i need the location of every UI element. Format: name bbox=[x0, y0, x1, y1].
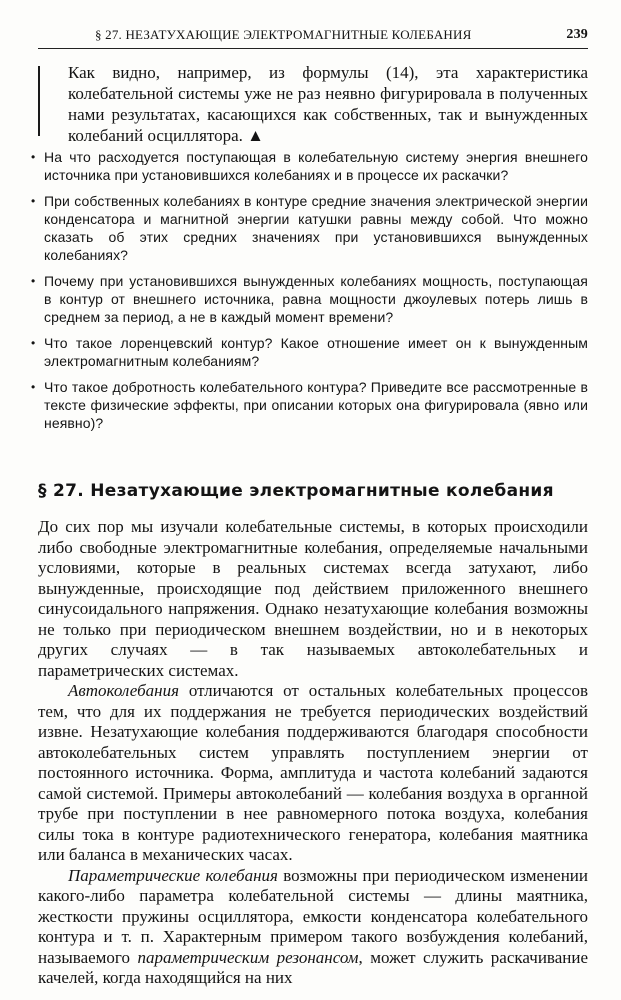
bullet-icon: • bbox=[31, 150, 36, 164]
question-text: При собственных колебаниях в контуре средние значения электрической энергии конденсатора и магнитной энергии катушки равны между собой. Что можно сказать об этих средних значениях при установившихся вынужденных колебаниях? bbox=[44, 193, 588, 263]
running-header-title: § 27. НЕЗАТУХАЮЩИЕ ЭЛЕКТРОМАГНИТНЫЕ КОЛЕБАНИЯ bbox=[95, 27, 472, 42]
page-number: 239 bbox=[566, 27, 588, 42]
question-item bbox=[31, 334, 588, 370]
question-item bbox=[31, 192, 588, 264]
question-item bbox=[31, 148, 588, 184]
question-text: Почему при установившихся вынужденных колебаниях мощность, поступающая в контур от внешнего источника, равна мощности джоулевых потерь лишь в среднем за период, а не в каждый момент времени? bbox=[44, 273, 588, 325]
section-heading: § 27. Незатухающие электромагнитные колебания bbox=[38, 481, 554, 501]
paragraph-parametric bbox=[38, 866, 588, 989]
question-text: Что такое добротность колебательного контура? Приведите все рассмотренные в тексте физические эффекты, при описании которых она фигурировала (явно или неявно)? bbox=[44, 379, 588, 431]
header-rule bbox=[38, 48, 588, 49]
summary-block bbox=[38, 62, 588, 145]
bullet-icon: • bbox=[31, 336, 36, 350]
running-header bbox=[38, 27, 588, 49]
question-text: Что такое лоренцевский контур? Какое отношение имеет он к вынужденным электромагнитным колебаниям? bbox=[44, 335, 588, 369]
paragraph-text: отличаются от остальных колебательных процессов тем, что для их поддержания не требуется периодических воздействий извне. Незатухающие колебания поддерживаются благодаря способности автоколебательных систем управлять поступлением энергии от постоянного источника. Форма, амплитуда и частота колебаний задаются самой системой. Примеры автоколебаний — колебания воздуха в органной трубе при поступлении в нее равномерного потока воздуха, колебания силы тока в контуре радиотехнического генератора, колебания маятника или баланса в механических часах. bbox=[38, 681, 588, 864]
bullet-icon: • bbox=[31, 380, 36, 394]
review-questions bbox=[31, 148, 588, 440]
paragraph-text: , может служить раскачивание качелей, когда находящийся на них bbox=[38, 947, 589, 987]
paragraph-autooscillations bbox=[38, 681, 588, 866]
paragraph-intro: До сих пор мы изучали колебательные системы, в которых происходили либо свободные электромагнитные колебания, определяемые начальными условиями, которые в реальных системах всегда затухают, либо вынужденные, происходящие под действием приложенного внешнего синусоидального напряжения. Однако незатухающие колебания возможны не только при периодическом внешнем воздействии, но и в некоторых других случаях — в так называемых автоколебательных и параметрических системах. bbox=[38, 517, 588, 680]
question-item bbox=[31, 272, 588, 326]
bullet-icon: • bbox=[31, 194, 36, 208]
question-text: На что расходуется поступающая в колебательную систему энергия внешнего источника при установившихся колебаниях и в процессе их раскачки? bbox=[44, 149, 588, 183]
summary-text: Как видно, например, из формулы (14), эта характеристика колебательной системы уже не раз неявно фигурировала в полученных нами результатах, касающихся как собственных, так и вынужденных колебаний осциллятора. ▲ bbox=[68, 63, 588, 145]
term-autooscillations: Автоколебания bbox=[68, 681, 179, 700]
paragraph-text: возможны при периодическом изменении какого-либо параметра колебательной системы — длины маятника, жесткости пружины осциллятора, емкости конденсатора колебательного контура и т. п. Характерным примером такого возбуждения колебаний, называемого bbox=[38, 865, 588, 967]
bullet-icon: • bbox=[31, 274, 36, 288]
question-item bbox=[31, 378, 588, 432]
term-parametric-resonance: параметрическим резонансом bbox=[137, 947, 359, 967]
section-body bbox=[38, 517, 588, 989]
summary-margin-bar bbox=[38, 66, 40, 136]
term-parametric-oscillations: Параметрические колебания bbox=[68, 865, 278, 885]
